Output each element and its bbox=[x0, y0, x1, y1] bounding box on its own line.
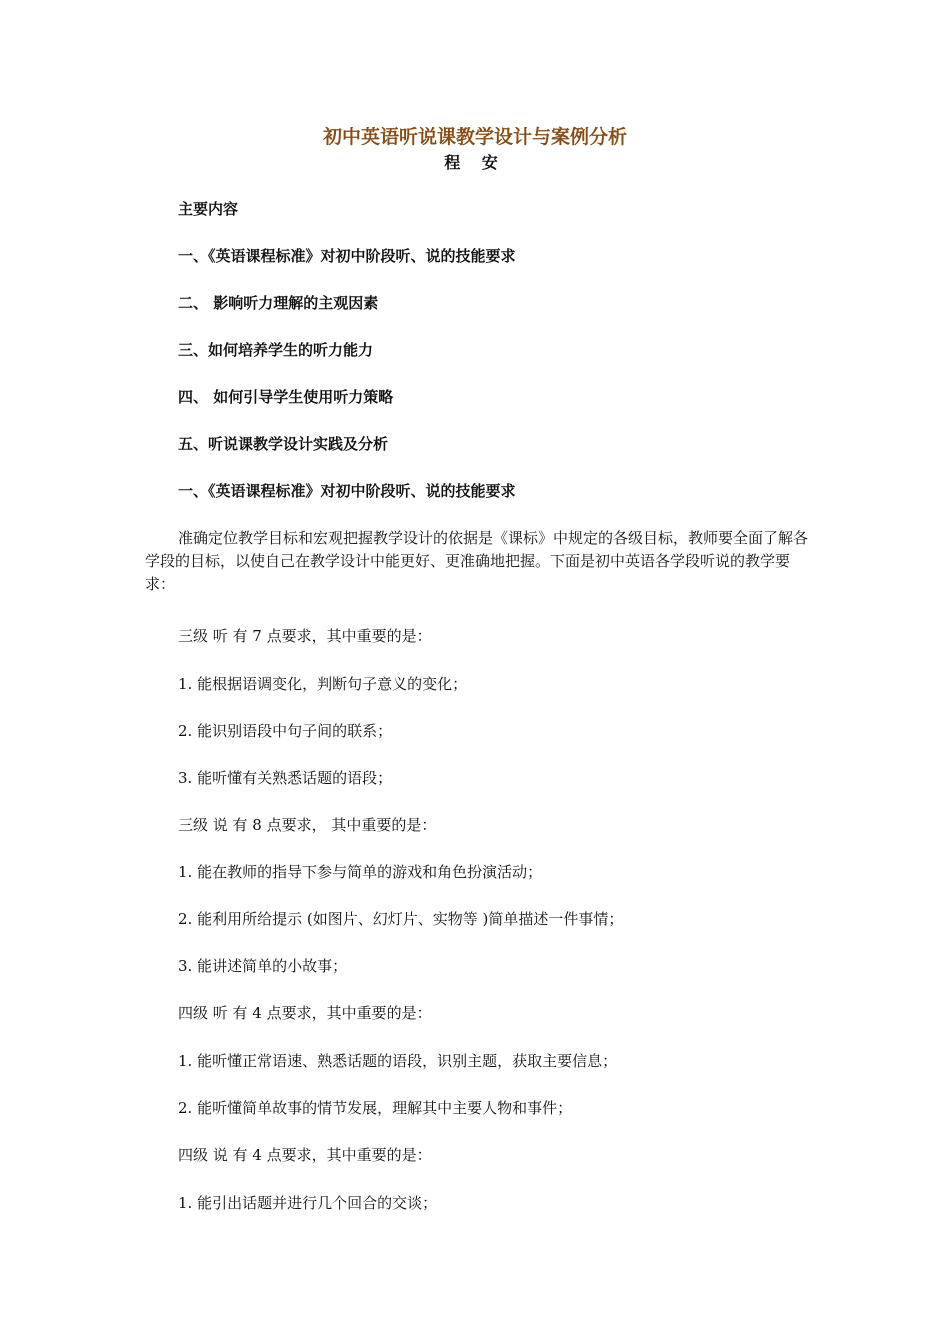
requirement-line: 2. 能利用所给提示 (如图片、幻灯片、实物等 )简单描述一件事情； bbox=[178, 910, 624, 928]
requirement-line: 四级 听 有 4 点要求，其中重要的是： bbox=[178, 1004, 432, 1022]
requirement-line: 三级 说 有 8 点要求， 其中重要的是： bbox=[178, 816, 437, 834]
toc-heading: 主要内容 bbox=[178, 200, 239, 218]
document-title: 初中英语听说课教学设计与案例分析 bbox=[322, 126, 627, 148]
toc-item: 五、听说课教学设计实践及分析 bbox=[178, 435, 389, 453]
toc-item: 四、 如何引导学生使用听力策略 bbox=[178, 388, 394, 406]
requirement-line: 1. 能引出话题并进行几个回合的交谈； bbox=[178, 1194, 438, 1212]
requirement-line: 2. 能识别语段中句子间的联系； bbox=[178, 722, 393, 740]
requirement-line: 3. 能听懂有关熟悉话题的语段； bbox=[178, 769, 393, 787]
document-author: 程 安 bbox=[444, 153, 506, 172]
section-intro-paragraph: 准确定位教学目标和宏观把握教学设计的依据是《课标》中规定的各级目标，教师要全面了解各学段的目标，以使自己在教学设计中能更好、更准确地把握。下面是初中英语各学段听说的教学要求： bbox=[145, 529, 809, 593]
requirement-line: 1. 能根据语调变化，判断句子意义的变化； bbox=[178, 675, 468, 693]
section-heading: 一、《英语课程标准》对初中阶段听、说的技能要求 bbox=[178, 482, 516, 500]
requirement-line: 2. 能听懂简单故事的情节发展，理解其中主要人物和事件； bbox=[178, 1099, 573, 1117]
toc-item: 一、《英语课程标准》对初中阶段听、说的技能要求 bbox=[178, 247, 516, 265]
toc-item: 二、 影响听力理解的主观因素 bbox=[178, 294, 379, 312]
requirement-line: 3. 能讲述简单的小故事； bbox=[178, 957, 348, 975]
requirement-line: 三级 听 有 7 点要求，其中重要的是： bbox=[178, 627, 432, 645]
requirement-line: 1. 能在教师的指导下参与简单的游戏和角色扮演活动； bbox=[178, 863, 543, 881]
requirement-line: 四级 说 有 4 点要求，其中重要的是： bbox=[178, 1146, 432, 1164]
toc-item: 三、如何培养学生的听力能力 bbox=[178, 341, 374, 359]
requirement-line: 1. 能听懂正常语速、熟悉话题的语段，识别主题，获取主要信息； bbox=[178, 1052, 618, 1070]
